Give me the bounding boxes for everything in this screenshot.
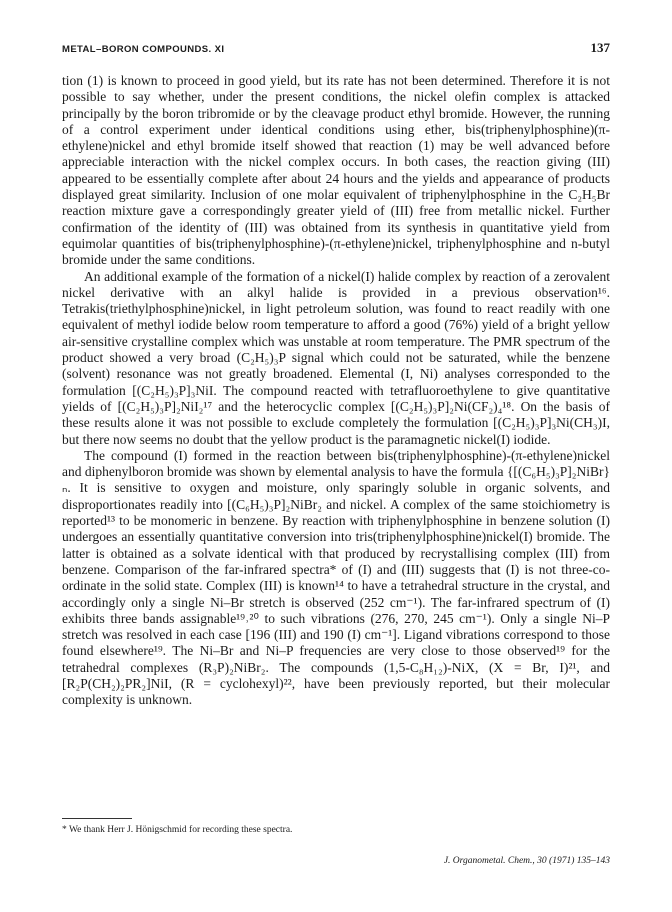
paragraph: The compound (I) formed in the reaction between bis(triphenylphosphine)-(π-ethylene)nickel and diphenylboron bromide was shown by elemental analysis to have the formula {[(C₆H₅)₃P]₂NiBr}ₙ. It is sensitive to oxygen and moisture, only sparingly soluble in organic solvents, and disproportionates readily into [(C₆H₅)₃P]₂NiBr₂ and nickel. A complex of the same stoichiometry is reported¹³ to be monomeric in benzene. By reaction with triphenylphosphine in benzene solution (I) undergoes an essentially quantitative conversion into tris(triphenylphosphine)nickel(I) bromide. The latter is obtained as a solvate identical with that produced by recrystallising complex (III) from benzene. Comparison of the far-infrared spectra* of (I) and (III) suggests that (I) is not three-co-ordinate in the solid state. Complex (III) is known¹⁴ to have a tetrahedral structure in the crystal, and accordingly only a single Ni–Br stretch is observed (252 cm⁻¹). The far-infrared spectrum of (I) exhibits three bands assignable¹⁹˒²⁰ to such vibrations (276, 270, 245 cm⁻¹). Only a single Ni–P stretch was resolved in each case [196 (III) and 190 (I) cm⁻¹]. Ligand vibrations correspond to those found elsewhere¹⁹. The Ni–Br and Ni–P frequencies are very close to those observed¹⁹ for the tetrahedral complexes (R₃P)₂NiBr₂. The compounds (1,5-C₈H₁₂)-NiX, (X = Br, I)²¹, and [R₂P(CH₂)₂PR₂]NiI, (R = cyclohexyl)²², have been previously reported, but their molecular complexity is unknown. xyxy=(62,447,610,708)
footnote: * We thank Herr J. Hönigschmid for recording these spectra. xyxy=(62,825,293,835)
footnote-divider xyxy=(62,818,132,819)
journal-reference: J. Organometal. Chem., 30 (1971) 135–143 xyxy=(443,856,610,866)
running-title: METAL–BORON COMPOUNDS. XI xyxy=(62,44,225,55)
running-head xyxy=(62,40,610,60)
paragraph: tion (1) is known to proceed in good yield, but its rate has not been determined. Therefore it is not possible to say whether, under the present conditions, the nickel olefin complex is attacked principally by the boron tribromide or by the cleavage product ethyl bromide. However, the running of a control experiment under identical conditions using ether, bis(triphenylphosphine)(π-ethylene)nickel and ethyl bromide itself showed that reaction (1) may be well advanced before appreciable interaction with the nickel complex occurs. In both cases, the reaction giving (III) appeared to be essentially complete after about 24 hours and the yields and appearance of products displayed great similarity. Inclusion of one molar equivalent of triphenylphosphine in the C₂H₅Br reaction mixture gave a correspondingly greater yield of (III) free from metallic nickel. Further confirmation of the identity of (III) was obtained from its synthesis in quantitative yield from equimolar quantities of bis(triphenylphosphine)-(π-ethylene)nickel, triphenylphosphine and n-butyl bromide under the same conditions. xyxy=(62,73,610,268)
body-text xyxy=(62,73,610,709)
paragraph: An additional example of the formation of a nickel(I) halide complex by reaction of a zerovalent nickel derivative with an alkyl halide is provided in a previous observation¹⁶. Tetrakis(triethylphosphine)nickel, in light petroleum solution, was found to react readily with one equivalent of methyl iodide below room temperature to afford a good (76%) yield of a bright yellow air-sensitive crystalline complex which was unstable at room temperature. The PMR spectrum of the product showed a very broad (C₂H₅)₃P signal which could not be saturated, while the benzene (solvent) resonance was not greatly broadened. Elemental (I, Ni) analyses corresponded to the formulation [(C₂H₅)₃P]₃NiI. The compound reacted with tetrafluoroethylene to give quantitative yields of [(C₂H₅)₃P]₂NiI₂¹⁷ and the heterocyclic complex [(C₂H₅)₃P]₂Ni(CF₂)₄¹⁸. On the basis of these results alone it was not possible to exclude completely the formulation [(C₂H₅)₃P]₃Ni(CH₃)I, but there now seems no doubt that the yellow product is the paramagnetic nickel(I) iodide. xyxy=(62,268,610,447)
page-number: 137 xyxy=(590,40,610,55)
